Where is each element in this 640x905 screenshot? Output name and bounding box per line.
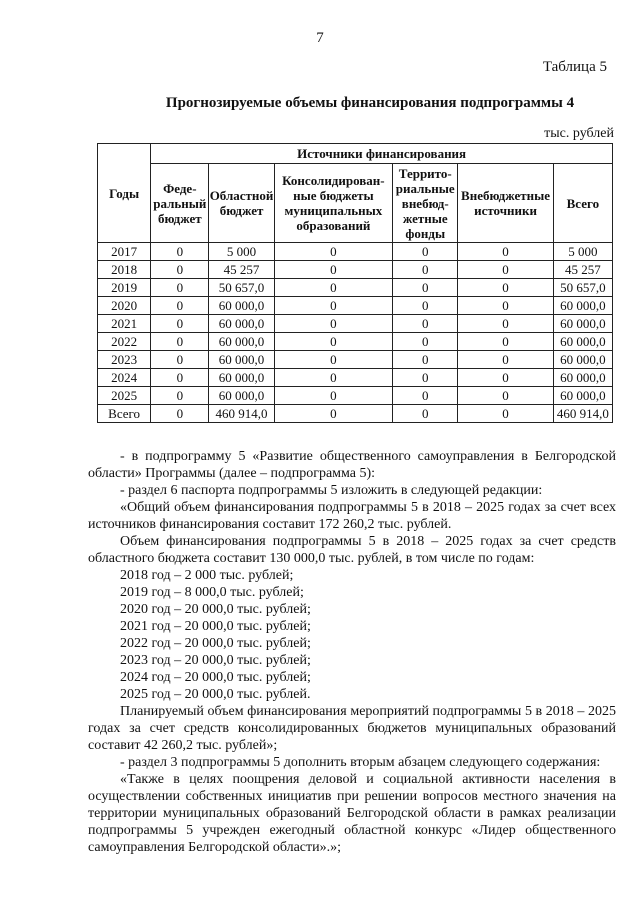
table-row — [98, 297, 613, 315]
cell-territorial: 0 — [393, 387, 458, 405]
financing-table — [97, 143, 613, 423]
cell-federal: 0 — [151, 279, 209, 297]
paragraph: «Общий объем финансирования подпрограммы 5 в 2018 – 2025 годах за счет всех источников финансирования составит 172 260,2 тыс. рублей. — [88, 500, 616, 532]
cell-federal: 0 — [151, 351, 209, 369]
cell-year: 2019 — [98, 279, 151, 297]
cell-extrabudget: 0 — [458, 351, 553, 369]
year-line: 2025 год – 20 000,0 тыс. рублей. — [120, 687, 311, 702]
cell-municipal: 0 — [274, 369, 392, 387]
cell-regional: 45 257 — [209, 261, 274, 279]
table-row — [98, 279, 613, 297]
cell-extrabudget: 0 — [458, 279, 553, 297]
cell-extrabudget: 0 — [458, 387, 553, 405]
paragraph: - в подпрограмму 5 «Развитие общественного самоуправления в Белгородской области» Программы (далее – подпрограмма 5): — [88, 449, 616, 481]
cell-total: 5 000 — [553, 243, 612, 261]
cell-year: 2021 — [98, 315, 151, 333]
header-years: Годы — [98, 144, 151, 243]
year-line: 2022 год – 20 000,0 тыс. рублей; — [120, 636, 311, 651]
cell-regional: 60 000,0 — [209, 369, 274, 387]
cell-total: 50 657,0 — [553, 279, 612, 297]
cell-federal: 0 — [151, 315, 209, 333]
paragraph: - раздел 6 паспорта подпрограммы 5 изложить в следующей редакции: — [120, 483, 543, 498]
table-row-total — [98, 405, 613, 423]
year-line: 2020 год – 20 000,0 тыс. рублей; — [120, 602, 311, 617]
table-row — [98, 315, 613, 333]
year-line: 2018 год – 2 000 тыс. рублей; — [120, 568, 294, 583]
table-row — [98, 261, 613, 279]
units-label: тыс. рублей — [544, 126, 614, 141]
cell-year: 2025 — [98, 387, 151, 405]
cell-municipal: 0 — [274, 279, 392, 297]
cell-federal: 0 — [151, 387, 209, 405]
year-line: 2024 год – 20 000,0 тыс. рублей; — [120, 670, 311, 685]
cell-regional: 460 914,0 — [209, 405, 274, 423]
cell-territorial: 0 — [393, 315, 458, 333]
cell-regional: 60 000,0 — [209, 387, 274, 405]
header-federal: Феде-ральный бюджет — [151, 164, 209, 243]
cell-year: 2018 — [98, 261, 151, 279]
cell-year: 2017 — [98, 243, 151, 261]
year-line: 2021 год – 20 000,0 тыс. рублей; — [120, 619, 311, 634]
year-line: 2019 год – 8 000,0 тыс. рублей; — [120, 585, 304, 600]
cell-year: Всего — [98, 405, 151, 423]
cell-municipal: 0 — [274, 405, 392, 423]
table-row — [98, 387, 613, 405]
table-row — [98, 243, 613, 261]
cell-municipal: 0 — [274, 243, 392, 261]
cell-total: 60 000,0 — [553, 387, 612, 405]
cell-total: 60 000,0 — [553, 351, 612, 369]
table-row — [98, 333, 613, 351]
cell-extrabudget: 0 — [458, 315, 553, 333]
header-total: Всего — [553, 164, 612, 243]
paragraph: - раздел 3 подпрограммы 5 дополнить вторым абзацем следующего содержания: — [120, 755, 601, 770]
cell-extrabudget: 0 — [458, 243, 553, 261]
cell-extrabudget: 0 — [458, 405, 553, 423]
cell-regional: 60 000,0 — [209, 315, 274, 333]
cell-municipal: 0 — [274, 333, 392, 351]
cell-territorial: 0 — [393, 297, 458, 315]
cell-regional: 5 000 — [209, 243, 274, 261]
cell-year: 2023 — [98, 351, 151, 369]
cell-territorial: 0 — [393, 279, 458, 297]
cell-total: 45 257 — [553, 261, 612, 279]
cell-regional: 60 000,0 — [209, 351, 274, 369]
header-municipal: Консолидирован-ные бюджеты муниципальных образований — [274, 164, 392, 243]
cell-territorial: 0 — [393, 261, 458, 279]
table-title: Прогнозируемые объемы финансирования подпрограммы 4 — [165, 95, 575, 111]
header-territorial: Террито-риальные внебюд-жетные фонды — [393, 164, 458, 243]
cell-territorial: 0 — [393, 369, 458, 387]
table-row — [98, 351, 613, 369]
header-regional: Областной бюджет — [209, 164, 274, 243]
cell-regional: 50 657,0 — [209, 279, 274, 297]
cell-federal: 0 — [151, 405, 209, 423]
paragraph: Планируемый объем финансирования мероприятий подпрограммы 5 в 2018 – 2025 годах за счет средств консолидированных бюджетов муниципальных образований составит 42 260,2 тыс. рублей»; — [88, 704, 616, 753]
cell-extrabudget: 0 — [458, 333, 553, 351]
cell-total: 60 000,0 — [553, 297, 612, 315]
table-body — [98, 243, 613, 423]
cell-territorial: 0 — [393, 333, 458, 351]
table-label: Таблица 5 — [542, 59, 607, 75]
cell-federal: 0 — [151, 297, 209, 315]
cell-municipal: 0 — [274, 351, 392, 369]
cell-regional: 60 000,0 — [209, 333, 274, 351]
table-row — [98, 369, 613, 387]
paragraph: «Также в целях поощрения деловой и социальной активности населения в осуществлении собственных инициатив при решении вопросов местного значения на территории муниципальных образований Белгородской области в рамках реализации подпрограммы 5 учрежден ежегодный областной конкурс «Лидер общественного самоуправления Белгородской области».»; — [88, 772, 616, 855]
cell-extrabudget: 0 — [458, 261, 553, 279]
year-line: 2023 год – 20 000,0 тыс. рублей; — [120, 653, 311, 668]
cell-municipal: 0 — [274, 315, 392, 333]
cell-extrabudget: 0 — [458, 297, 553, 315]
cell-territorial: 0 — [393, 243, 458, 261]
cell-federal: 0 — [151, 261, 209, 279]
cell-year: 2022 — [98, 333, 151, 351]
cell-total: 460 914,0 — [553, 405, 612, 423]
cell-extrabudget: 0 — [458, 369, 553, 387]
cell-year: 2024 — [98, 369, 151, 387]
cell-total: 60 000,0 — [553, 369, 612, 387]
cell-year: 2020 — [98, 297, 151, 315]
cell-federal: 0 — [151, 333, 209, 351]
body-text — [88, 448, 616, 856]
header-extrabudget: Внебюджетные источники — [458, 164, 553, 243]
cell-federal: 0 — [151, 243, 209, 261]
cell-territorial: 0 — [393, 405, 458, 423]
cell-municipal: 0 — [274, 387, 392, 405]
cell-regional: 60 000,0 — [209, 297, 274, 315]
paragraph: Объем финансирования подпрограммы 5 в 2018 – 2025 годах за счет средств областного бюджета составит 130 000,0 тыс. рублей, в том числе по годам: — [88, 534, 616, 566]
cell-total: 60 000,0 — [553, 315, 612, 333]
cell-territorial: 0 — [393, 351, 458, 369]
cell-federal: 0 — [151, 369, 209, 387]
cell-municipal: 0 — [274, 297, 392, 315]
page-number: 7 — [316, 30, 324, 46]
cell-municipal: 0 — [274, 261, 392, 279]
cell-total: 60 000,0 — [553, 333, 612, 351]
header-sources: Источники финансирования — [151, 144, 613, 164]
